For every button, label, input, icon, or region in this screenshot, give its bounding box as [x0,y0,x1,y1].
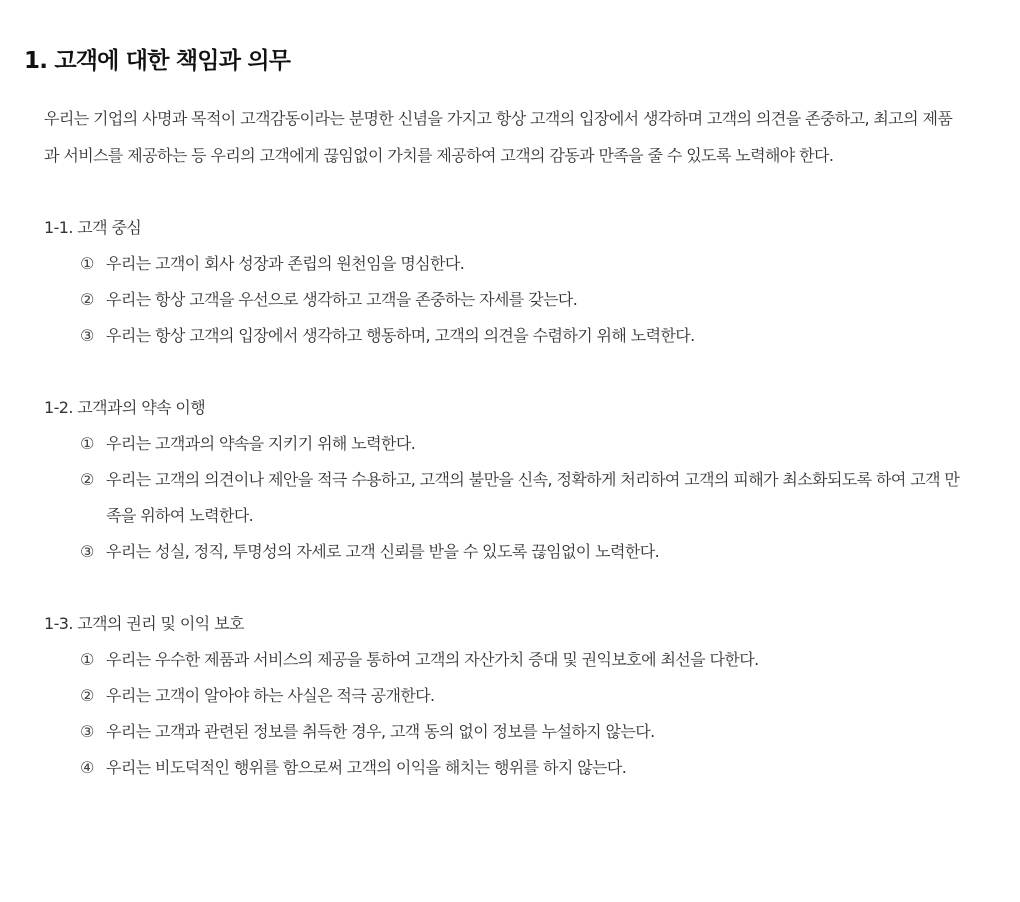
list-item [80,318,960,354]
section-heading: 1-1. 고객 중심 [44,218,142,237]
intro-paragraph: 우리는 기업의 사명과 목적이 고객감동이라는 분명한 신념을 가지고 항상 고객의 입장에서 생각하며 고객의 의견을 존중하고, 최고의 제품과 서비스를 제공하는 등 우리의 고객에게 끊임없이 가치를 제공하여 고객의 감동과 만족을 줄 수 있도록 노력해야 한다. [44,109,953,165]
item-number: ② [80,470,94,489]
item-number: ③ [80,722,94,741]
list-item [80,714,960,750]
list-item [80,426,960,462]
item-text: 우리는 고객의 의견이나 제안을 적극 수용하고, 고객의 불만을 신속, 정확하게 처리하여 고객의 피해가 최소화되도록 하여 고객 만족을 위하여 노력한다. [106,470,960,525]
item-number: ① [80,650,94,669]
item-text: 우리는 항상 고객을 우선으로 생각하고 고객을 존중하는 자세를 갖는다. [106,290,578,309]
list-item [80,750,960,786]
list-item [80,642,960,678]
item-number: ④ [80,758,94,777]
item-text: 우리는 고객이 알아야 하는 사실은 적극 공개한다. [106,686,435,705]
list-item [80,462,960,534]
item-number: ② [80,686,94,705]
section-customer-rights [44,606,996,786]
item-text: 우리는 우수한 제품과 서비스의 제공을 통하여 고객의 자산가치 증대 및 권익보호에 최선을 다한다. [106,650,759,669]
list-item [80,678,960,714]
section-customer-promise [44,390,996,570]
item-text: 우리는 고객과의 약속을 지키기 위해 노력한다. [106,434,416,453]
item-number: ③ [80,542,94,561]
list-item [80,246,960,282]
item-text: 우리는 성실, 정직, 투명성의 자세로 고객 신뢰를 받을 수 있도록 끊임없이 노력한다. [106,542,660,561]
item-number: ② [80,290,94,309]
section-heading: 1-3. 고객의 권리 및 이익 보호 [44,614,244,633]
item-number: ③ [80,326,94,345]
page-title: 1. 고객에 대한 책임과 의무 [24,48,291,74]
item-text: 우리는 고객이 회사 성장과 존립의 원천임을 명심한다. [106,254,465,273]
item-number: ① [80,254,94,273]
section-customer-focus [44,210,996,354]
item-number: ① [80,434,94,453]
list-item [80,534,960,570]
item-text: 우리는 비도덕적인 행위를 함으로써 고객의 이익을 해치는 행위를 하지 않는다. [106,758,627,777]
section-heading: 1-2. 고객과의 약속 이행 [44,398,206,417]
item-text: 우리는 고객과 관련된 정보를 취득한 경우, 고객 동의 없이 정보를 누설하지 않는다. [106,722,655,741]
list-item [80,282,960,318]
item-text: 우리는 항상 고객의 입장에서 생각하고 행동하며, 고객의 의견을 수렴하기 위해 노력한다. [106,326,695,345]
